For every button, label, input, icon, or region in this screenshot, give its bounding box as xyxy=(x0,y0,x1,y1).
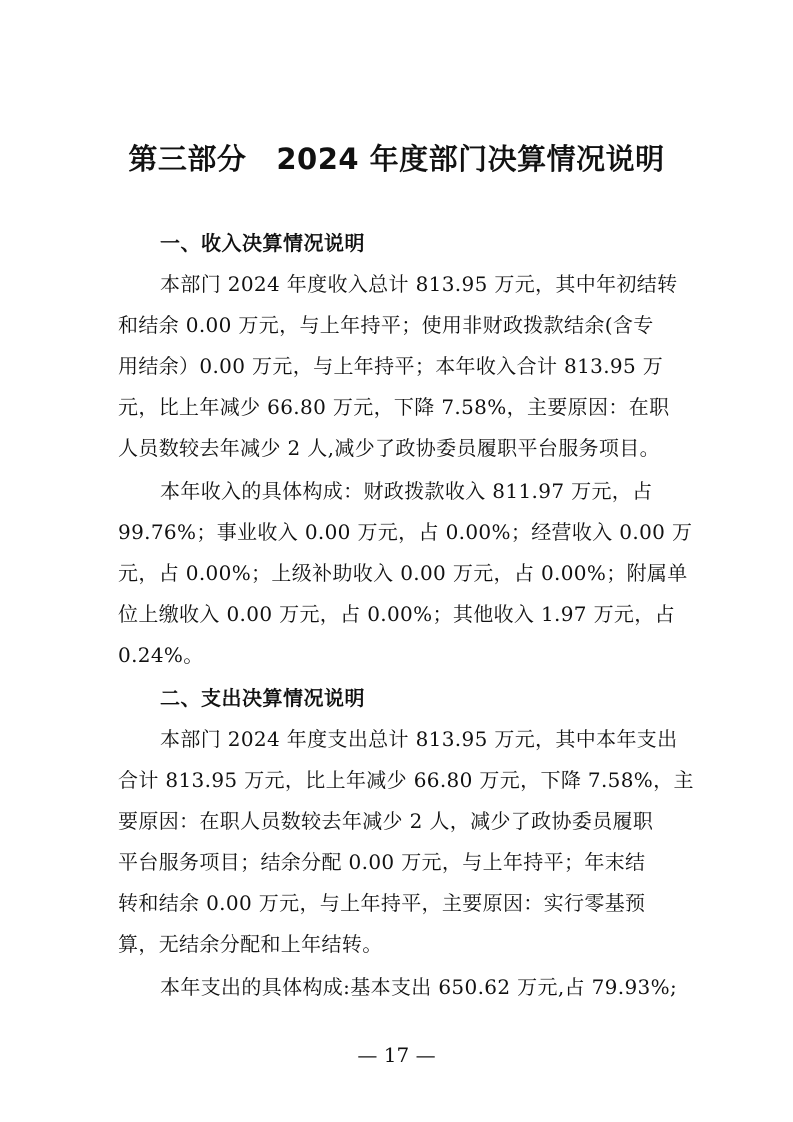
paragraph-line: 合计 813.95 万元，比上年减少 66.80 万元，下降 7.58%，主 xyxy=(118,768,694,792)
section-heading-income: 一、收入决算情况说明 xyxy=(160,231,365,255)
paragraph-line: 本部门 2024 年度支出总计 813.95 万元，其中本年支出 xyxy=(160,727,678,751)
page-number: — 17 — xyxy=(357,1043,436,1067)
paragraph-line: 算，无结余分配和上年结转。 xyxy=(118,932,383,956)
paragraph-line: 用结余）0.00 万元，与上年持平；本年收入合计 813.95 万 xyxy=(118,354,664,378)
paragraph-line: 人员数较去年减少 2 人,减少了政协委员履职平台服务项目。 xyxy=(118,436,660,460)
page-title xyxy=(0,136,793,182)
paragraph-line: 元，占 0.00%；上级补助收入 0.00 万元，占 0.00%；附属单 xyxy=(118,561,688,585)
paragraph-line: 元，比上年减少 66.80 万元，下降 7.58%，主要原因：在职 xyxy=(118,395,670,419)
paragraph-line: 本年收入的具体构成：财政拨款收入 811.97 万元，占 xyxy=(160,479,653,503)
title-part: 第三部分 xyxy=(128,142,247,176)
section-heading-expenditure: 二、支出决算情况说明 xyxy=(160,686,365,710)
title-main: 2024 年度部门决算情况说明 xyxy=(276,142,665,176)
paragraph-line: 0.24%。 xyxy=(118,643,204,667)
paragraph-line: 本部门 2024 年度收入总计 813.95 万元，其中年初结转 xyxy=(160,272,678,296)
paragraph-line: 位上缴收入 0.00 万元，占 0.00%；其他收入 1.97 万元，占 xyxy=(118,602,675,626)
paragraph-line: 转和结余 0.00 万元，与上年持平，主要原因：实行零基预 xyxy=(118,891,646,915)
paragraph-line: 和结余 0.00 万元，与上年持平；使用非财政拨款结余(含专 xyxy=(118,313,654,337)
paragraph-line: 平台服务项目；结余分配 0.00 万元，与上年持平；年末结 xyxy=(118,850,646,874)
paragraph-line: 99.76%；事业收入 0.00 万元，占 0.00%；经营收入 0.00 万 xyxy=(118,520,693,544)
paragraph-line: 本年支出的具体构成:基本支出 650.62 万元,占 79.93%; xyxy=(160,975,678,999)
paragraph-line: 要原因：在职人员数较去年减少 2 人，减少了政协委员履职 xyxy=(118,809,654,833)
